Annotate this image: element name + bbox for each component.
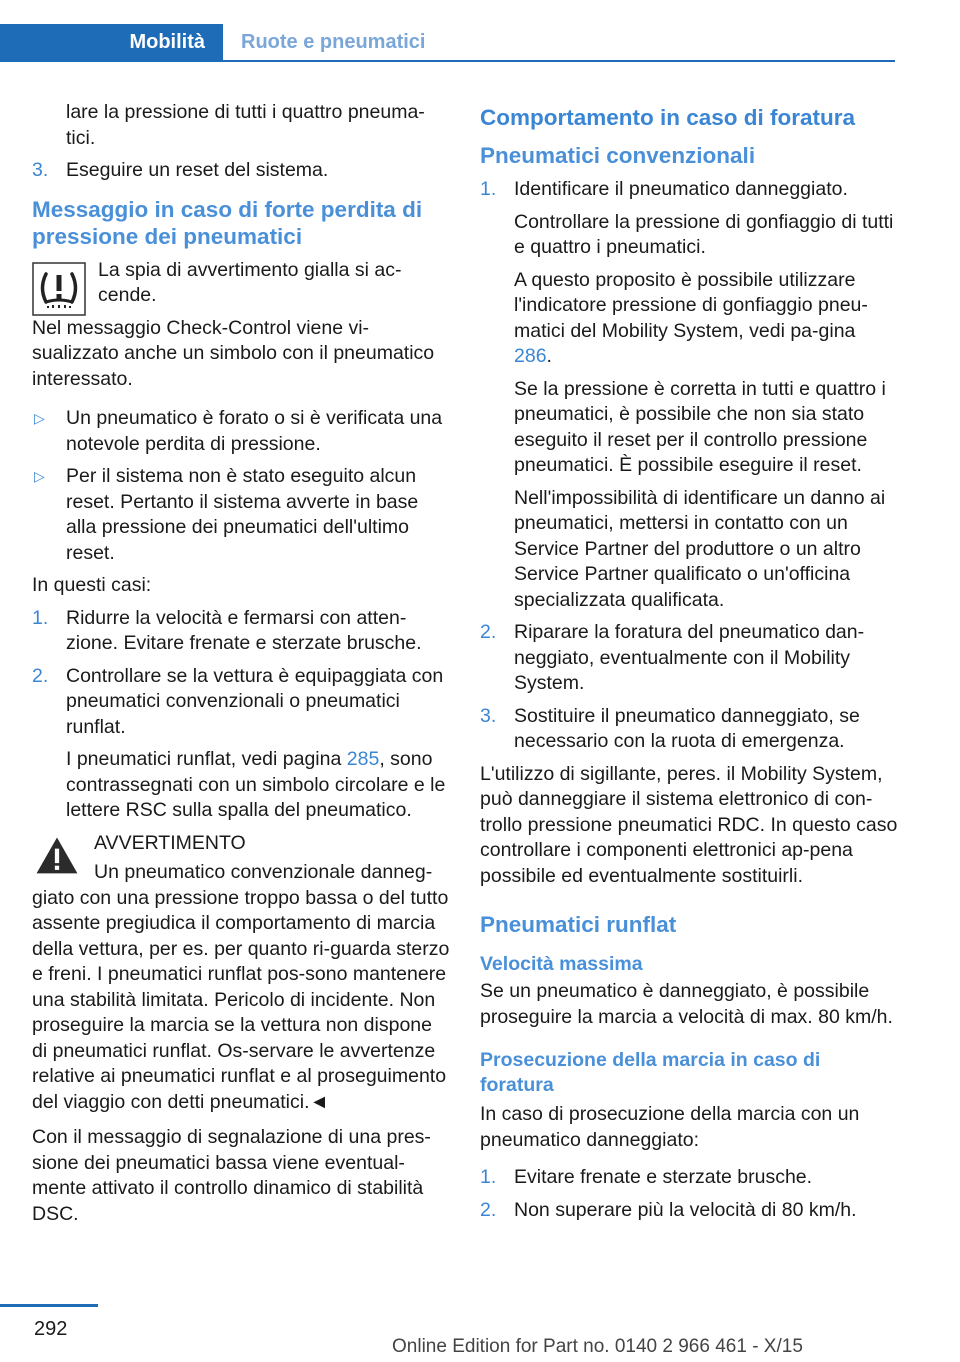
right-column <box>480 100 898 1230</box>
continue-intro: In caso di prosecuzione della marcia con un pneumatico danneggiato: <box>480 1103 860 1151</box>
list-item <box>480 704 898 755</box>
step-text: Ridurre la velocità e fermarsi con atten-zione. Evitare frenate e sterzate brusche. <box>66 606 422 654</box>
warning-title: AVVERTIMENTO <box>94 831 246 854</box>
list-item <box>480 1198 898 1224</box>
section-tab-ruote: Ruote e pneumatici <box>241 31 426 53</box>
runflat-note <box>32 747 450 824</box>
bullet-item <box>32 464 450 566</box>
step-text: Sostituire il pneumatico danneggiato, se necessario con la ruota di emergenza. <box>514 704 860 752</box>
tpms-text-2: Nel messaggio Check-Control viene vi-sualizzato anche un simbolo con il pneumatico interessato. <box>32 316 435 390</box>
step-text: Eseguire un reset del sistema. <box>66 159 329 181</box>
section-title: Comportamento in caso di foratura <box>480 105 856 130</box>
sub-subsection-heading: Velocità massima <box>480 953 643 975</box>
list-item <box>32 158 450 184</box>
page-link-285[interactable]: 285 <box>346 748 380 770</box>
bullet-text: Per il sistema non è stato eseguito alcun reset. Pertanto il sistema avverte in base alla pressione dei pneumatici dell'ultimo reset. <box>66 465 419 564</box>
triangle-bullet-icon: ▷ <box>34 410 45 426</box>
step-text: Identificare il pneumatico danneggiato. <box>514 178 848 200</box>
cases-intro: In questi casi: <box>32 574 152 596</box>
step-number: 1. <box>480 178 497 200</box>
running-header <box>0 24 895 62</box>
step-continuation: lare la pressione di tutti i quattro pneuma-tici. <box>66 101 425 149</box>
page-number: 292 <box>34 1318 68 1340</box>
subsection-heading: Pneumatici runflat <box>480 912 677 937</box>
tire-pressure-warning-icon <box>32 262 86 316</box>
dsc-paragraph: Con il messaggio di segnalazione di una pres-sione dei pneumatici bassa viene eventual-mente attivato il controllo dinamico di stabilità DSC. <box>32 1126 431 1225</box>
step-number: 2. <box>32 664 49 687</box>
runflat-note-pre: I pneumatici runflat, vedi pagina <box>66 748 347 770</box>
step-text: Controllare se la vettura è equipaggiata con pneumatici convenzionali o pneumatici runflat. <box>66 664 444 738</box>
step-detail: Nell'impossibilità di identificare un danno ai pneumatici, mettersi in contatto con un Service Partner del produttore o un altro Service Partner qualificato o un'officina specializzata qualificata. <box>514 486 886 611</box>
step-detail <box>480 268 898 370</box>
sub-subsection-heading: Prosecuzione della marcia in caso di foratura <box>480 1049 821 1096</box>
section-heading: Messaggio in caso di forte perdita di pressione dei pneumatici <box>32 196 423 249</box>
step-detail-pre: A questo proposito è possibile utilizzare l'indicatore pressione di gonfiaggio pneu-matici del Mobility System, vedi pa-gina <box>514 268 868 342</box>
step-detail: Se la pressione è corretta in tutti e quattro i pneumatici, è possibile che non sia stato eseguito il reset per il controllo pressione pneumatici. È possibile eseguire il reset. <box>514 377 886 476</box>
triangle-bullet-icon: ▷ <box>34 468 45 484</box>
step-detail-post: . <box>546 345 552 367</box>
list-item <box>480 177 898 203</box>
footer-rule <box>0 1304 98 1307</box>
section-tab-mobilita: Mobilità <box>0 24 223 60</box>
warning-text: Un pneumatico convenzionale danneg-giato con una pressione troppo bassa o del tutto assente pregiudica il comportamento di marcia della vettura, per es. per quanto ri-guarda sterzo e freni. I pneumatici runflat pos-sono mantenere una stabilità limitata. Pericolo di incidente. Non proseguire la marcia se la vettura non dispone di pneumatici runflat. Os-servare le avvertenze relative ai pneumatici runflat e al proseguimento del viaggio con detti pneumatici.◄ <box>32 861 450 1113</box>
subsection-heading: Pneumatici convenzionali <box>480 143 756 168</box>
edition-footer: Online Edition for Part no. 0140 2 966 461 - X/15 <box>392 1336 803 1357</box>
speed-paragraph: Se un pneumatico è danneggiato, è possibile proseguire la marcia a velocità di max. 80 km/h. <box>480 980 893 1028</box>
tpms-notice <box>32 258 450 400</box>
step-text: Riparare la foratura del pneumatico dan-neggiato, eventualmente con il Mobility System. <box>514 621 865 694</box>
page-link-286[interactable]: 286 <box>514 345 547 367</box>
warning-triangle-icon <box>32 835 82 881</box>
bullet-text: Un pneumatico è forato o si è verificata una notevole perdita di pressione. <box>66 407 443 455</box>
runflat-note-post: , sono contrassegnati con un simbolo circolare e le lettere RSC sulla spalla del pneumatico. <box>66 748 446 821</box>
step-number: 3. <box>480 704 497 727</box>
step-number: 1. <box>480 1166 497 1188</box>
list-item <box>480 620 898 697</box>
step-number: 2. <box>480 621 497 643</box>
step-number: 2. <box>480 1198 497 1221</box>
step-text: Evitare frenate e sterzate brusche. <box>514 1166 813 1188</box>
step-text: Non superare più la velocità di 80 km/h. <box>514 1198 857 1221</box>
step-detail: Controllare la pressione di gonfiaggio di tutti e quattro i pneumatici. <box>514 210 894 258</box>
list-item <box>32 606 450 657</box>
warning-notice <box>32 831 450 1116</box>
left-column <box>32 100 450 1234</box>
tpms-text-1: La spia di avvertimento gialla si ac-cende. <box>98 258 402 306</box>
bullet-item <box>32 406 450 457</box>
sealant-paragraph: L'utilizzo di sigillante, peres. il Mobility System, può danneggiare il sistema elettronico di con-trollo pressione pneumatici RDC. In questo caso controllare i componenti elettronici ap-pena possibile ed eventualmente sostituirli. <box>480 762 898 887</box>
header-rule <box>0 60 895 62</box>
list-item <box>480 1165 898 1191</box>
list-item <box>32 664 450 741</box>
step-number: 3. <box>32 159 49 181</box>
step-number: 1. <box>32 606 49 629</box>
